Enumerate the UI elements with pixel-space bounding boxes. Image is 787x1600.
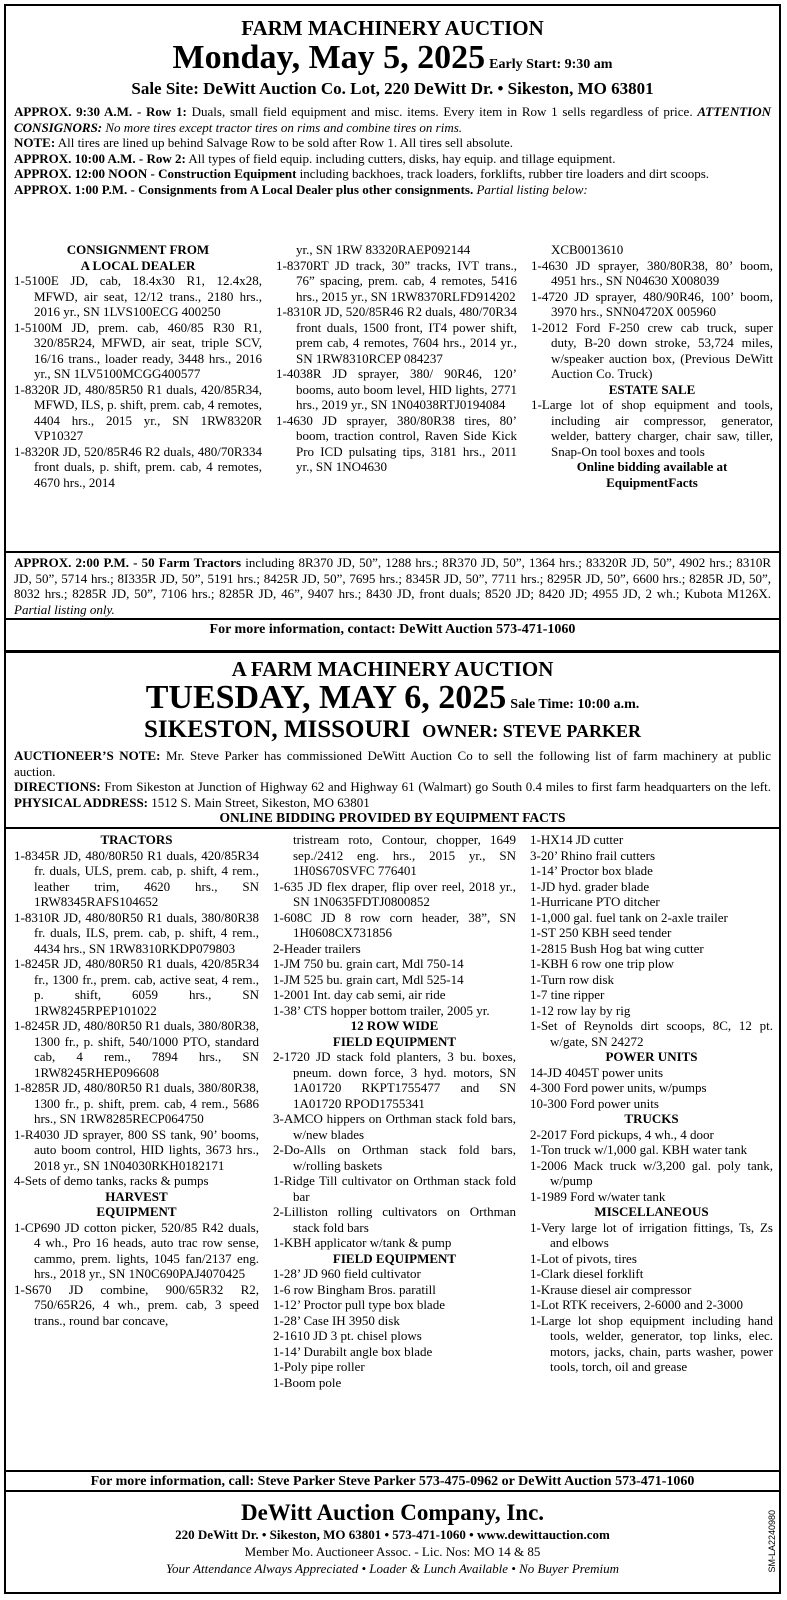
list-item: 1-608C JD 8 row corn header, 38”, SN 1H0608CX731856 (273, 909, 516, 940)
list-item: 4-Sets of demo tanks, racks & pumps (14, 1173, 209, 1188)
ad1-row2-paragraph: APPROX. 10:00 A.M. - Row 2: All types of field equip. including cutters, disks, hay equip. and tillage equipment. (14, 150, 616, 166)
ad1-consignment-heading: CONSIGNMENT FROM (66, 242, 210, 257)
list-item: 1-2012 Ford F-250 crew cab truck, super duty, B-20 down stroke, 53,724 miles, w/speaker auction box, (Previous DeWitt Auction Co. Truck) (531, 319, 773, 381)
list-item: 1-4720 JD sprayer, 480/90R46, 100’ boom, 3970 hrs., SNN04720X 005960 (531, 288, 773, 319)
ad1-schedule (6, 104, 779, 197)
list-item: 1-8320R JD, 520/85R46 R2 duals, 480/70R334 front duals, p. shift, prem. cab, 4 remotes, 4670 hrs., 2014 (14, 443, 262, 490)
ad2-date-line (6, 680, 779, 716)
ad1-column-1 (6, 242, 268, 546)
list-item: 1-HX14 JD cutter (530, 832, 624, 847)
list-item: 1-Clark diesel forklift (530, 1266, 644, 1281)
list-item: 1-38’ CTS hopper bottom trailer, 2005 yr. (273, 1002, 490, 1018)
ad2-contact-bar (6, 1470, 779, 1492)
list-item: 1-8245R JD, 480/80R50 R1 duals, 420/85R34 fr., 1300 fr., prem. cab, active seat, 4 rem., p. shift, 6059 hrs., SN 1RW8245RPEP101022 (14, 956, 259, 1018)
company-footer (6, 1490, 779, 1594)
company-address: 220 DeWitt Dr. • Sikeston, MO 63801 • 573-471-1060 • www.dewittauction.com (175, 1527, 610, 1542)
list-item: 1-Lot of pivots, tires (530, 1250, 637, 1266)
list-item: 1-Very large lot of irrigation fittings, Ts, Zs and elbows (530, 1219, 773, 1250)
list-item: 3-20’ Rhino frail cutters (530, 847, 656, 863)
list-item: 1-2006 Mack truck w/3,200 gal. poly tank, w/pump (530, 1157, 773, 1188)
list-item: 1-5100M JD, prem. cab, 460/85 R30 R1, 320/85R24, MFWD, air seat, triple SCV, 16/16 trans., loader ready, 3448 hrs., 2016 yr., SN 1LV5100MCGG400577 (14, 319, 262, 381)
monday-auction-ad (6, 6, 779, 642)
list-item: 1-JM 750 bu. grain cart, Mdl 750-14 (273, 956, 464, 971)
row-wide-heading: 12 ROW WIDE (350, 1018, 439, 1033)
list-item: 1-8310R JD, 480/80R50 R1 duals, 380/80R38 fr. duals, ILS, prem. cab, p. shift, 4 rem., 4434 hrs., SN 1RW8310RKDP079803 (14, 909, 259, 956)
list-item: 1-8285R JD, 480/80R50 R1 duals, 380/80R38, 1300 fr., p. shift, prem. cab, 4 rem., 5686 hrs., SN 1RW8285RECP064750 (14, 1080, 259, 1126)
list-item: 4-300 Ford power units, w/pumps (530, 1080, 707, 1095)
ad1-contact-bar (6, 618, 779, 640)
list-item: 14-JD 4045T power units (530, 1064, 664, 1080)
ad2-column-1 (6, 832, 265, 1470)
list-item: 1-Turn row disk (530, 971, 615, 987)
list-item: 1-2815 Bush Hog bat wing cutter (530, 940, 704, 956)
ad1-column-2 (268, 242, 523, 546)
ad1-tractors-section (6, 551, 779, 617)
list-item: 1-12’ Proctor pull type box blade (273, 1297, 445, 1312)
harvest-heading-2: EQUIPMENT (96, 1204, 177, 1219)
list-item: 1-Ridge Till cultivator on Orthman stack fold bar (273, 1173, 516, 1204)
list-item: 1-8345R JD, 480/80R50 R1 duals, 420/85R34 fr. duals, ULS, prem. cab, p. shift, 4 rem., leather trim, 4620 hrs., SN 1RW8345RAFS104652 (14, 847, 259, 909)
ad-id: SM-LA2240980 (767, 1510, 777, 1573)
list-item: 2-Lilliston rolling cultivators on Orthman stack fold bars (273, 1204, 516, 1235)
list-item: 1-4630 JD sprayer, 380/80R38 tires, 80’ boom, traction control, Raven Side Kick Pro ICD pulsating tips, 3181 hrs., 2011 yr., SN 1NO4630 (276, 412, 517, 474)
list-item: 1-14’ Proctor box blade (530, 863, 653, 878)
list-item: 1-28’ Case IH 3950 disk (273, 1312, 400, 1328)
list-item: 1-Set of Reynolds dirt scoops, 8C, 12 pt. w/gate, SN 24272 (530, 1018, 773, 1049)
tagline: Your Attendance Always Appreciated • Loader & Lunch Available • No Buyer Premium (166, 1561, 619, 1576)
list-item: 1-8320R JD, 480/85R50 R1 duals, 420/85R34, MFWD, ILS, p. shift, prem. cab, 4 remotes, 4404 hrs., 2015 yr., SN 1RW8320R VP10327 (14, 381, 262, 443)
newspaper-ad-page (4, 4, 781, 1594)
ad2-sale-time: Sale Time: 10:00 a.m. (510, 697, 640, 712)
list-item: 1-1989 Ford w/water tank (530, 1188, 666, 1204)
list-item: 1-5100E JD, cab, 18.4x30 R1, 12.4x28, MFWD, air seat, 12/12 trans., 2180 hrs., 2016 yr., SN 1LVS100ECG 400250 (14, 273, 262, 319)
list-item: 2-1720 JD stack fold planters, 3 bu. boxes, pneum. down force, 3 hyd. motors, SN 1A01720 RKPT1755477 and SN 1A01720 RPOD1755341 (273, 1049, 516, 1111)
ad2-title: A FARM MACHINERY AUCTION (231, 657, 554, 681)
list-item: 1-6 row Bingham Bros. paratill (273, 1281, 436, 1297)
ad2-online-bidding: ONLINE BIDDING PROVIDED BY EQUIPMENT FACTS (219, 810, 566, 825)
ad2-auctioneer-note: AUCTIONEER’S NOTE: Mr. Steve Parker has commissioned DeWitt Auction Co to sell the following list of farm machinery at public auction. (14, 748, 771, 779)
ad1-date-line (6, 40, 779, 76)
ad1-consignments-paragraph: APPROX. 1:00 P.M. - Consignments from A Local Dealer plus other consignments. Partial listing below: (14, 181, 588, 197)
list-item: 10-300 Ford power units (530, 1095, 659, 1111)
ad2-owner: OWNER: STEVE PARKER (422, 721, 641, 741)
list-item: 1-JM 525 bu. grain cart, Mdl 525-14 (273, 971, 464, 987)
list-item: 1-7 tine ripper (530, 987, 605, 1002)
ad1-consignment-heading-2: A LOCAL DEALER (80, 257, 196, 273)
list-item: 1-KBH 6 row one trip plow (530, 956, 675, 971)
ad2-col2-lead: tristream roto, Contour, chopper, 1649 sep./2412 eng. hrs., 2015 yr., SN 1H0S670SVFC 776401 (293, 832, 516, 878)
ad1-col1-list (14, 273, 262, 490)
list-item: 1-Boom pole (273, 1374, 342, 1390)
list-item: 1-KBH applicator w/tank & pump (273, 1235, 452, 1250)
ad1-col2-lead: yr., SN 1RW 83320RAEP092144 (296, 242, 471, 257)
list-item: 3-AMCO hippers on Orthman stack fold bars, w/new blades (273, 1111, 516, 1142)
list-item: 1-R4030 JD sprayer, 800 SS tank, 90’ booms, auto boom control, HID lights, 3673 hrs., 2018 yr., SN 1N04030RKH0182171 (14, 1126, 259, 1173)
ad1-note-paragraph: NOTE: All tires are lined up behind Salvage Row to be sold after Row 1. All tires sell absolute. (14, 135, 513, 150)
ad1-column-3 (523, 242, 779, 546)
online-bidding-note: Online bidding available at EquipmentFacts (576, 459, 728, 490)
list-item: 1-Lot RTK receivers, 2-6000 and 2-3000 (530, 1297, 743, 1312)
list-item: 1-Hurricane PTO ditcher (530, 894, 660, 909)
ad2-location: SIKESTON, MISSOURI (144, 716, 411, 743)
list-item: 1-Large lot of shop equipment and tools, including air compressor, generator, welder, battery charger, chair saw, tiller, Snap-On tool boxes and tools (531, 397, 773, 459)
harvest-heading: HARVEST (105, 1188, 168, 1204)
field-equipment-heading: FIELD EQUIPMENT (332, 1250, 457, 1266)
list-item: 1-4630 JD sprayer, 380/80R38, 80’ boom, 4951 hrs., SN N04630 X008039 (531, 257, 773, 288)
ad2-contact: For more information, call: Steve Parker Steve Parker 573-475-0962 or DeWitt Auction 573-471-1060 (90, 1474, 695, 1489)
list-item: 1-12 row lay by rig (530, 1002, 631, 1018)
ad2-column-3 (522, 832, 779, 1470)
ad2-directions: DIRECTIONS: From Sikeston at Junction of Highway 62 and Highway 61 (Walmart) go South 0.4 miles to first farm headquarters on the left. PHYSICAL ADDRESS: 1512 S. Main Street, Sikeston, MO 63801 (14, 779, 771, 810)
list-item: 1-635 JD flex draper, flip over reel, 2018 yr., SN 1N0635FDTJ0800852 (273, 878, 516, 909)
list-item: 1-CP690 JD cotton picker, 520/85 R42 duals, 4 wh., Pro 16 heads, auto trac row sense, cammo, prem. lights, 1045 fan/2137 eng. hrs., 2018 yr., SN 1N0C690PAJ4070425 (14, 1219, 259, 1281)
list-item: 1-14’ Durabilt angle box blade (273, 1343, 433, 1359)
divider (6, 827, 779, 829)
ad2-column-2 (265, 832, 522, 1470)
ad1-row1-paragraph: APPROX. 9:30 A.M. - Row 1: Duals, small field equipment and misc. items. Every item in Row 1 sells regardless of price. ATTENTION CONSIGNORS: No more tires except tractor tires on rims and combine tires on rims. (14, 104, 771, 135)
list-item: 1-4038R JD sprayer, 380/ 90R46, 120’ booms, auto boom level, HID lights, 2771 hrs., 2019 yr., SN 1N04038RTJ0194084 (276, 366, 517, 412)
ad1-tractors-paragraph: APPROX. 2:00 P.M. - 50 Farm Tractors including 8R370 JD, 50”, 1288 hrs.; 8R370 JD, 50”, 1364 hrs.; 83320R JD, 50”, 4902 hrs.; 8310R JD, 50”, 5714 hrs.; 8I335R JD, 50”, 5191 hrs.; 8425R JD, 50”, 7695 hrs.; 8345R JD, 50”, 7711 hrs.; 8295R JD, 50”, 6600 hrs.; 8285R JD, 50”, 8032 hrs.; 8285R JD, 50”, 7106 hrs.; 8285R JD, 46”, 9407 hrs.; 8430 JD, front duals; 8520 JD; 8420 JD; 4955 JD, 2 wh.; Kubota M126X. Partial listing only. (14, 555, 771, 617)
list-item: 1-1,000 gal. fuel tank on 2-axle trailer (530, 909, 728, 925)
ad1-construction-paragraph: APPROX. 12:00 NOON - Construction Equipment including backhoes, track loaders, forklifts, rubber tire loaders and dirt scoops. (14, 166, 710, 181)
ad1-contact: For more information, contact: DeWitt Auction 573-471-1060 (209, 622, 576, 637)
company-name: DeWitt Auction Company, Inc. (240, 1500, 545, 1525)
list-item: 2-Do-Alls on Orthman stack fold bars, w/rolling baskets (273, 1142, 516, 1173)
estate-sale-heading: ESTATE SALE (608, 381, 696, 397)
list-item: 1-Poly pipe roller (273, 1359, 365, 1374)
list-item: 1-28’ JD 960 field cultivator (273, 1266, 421, 1281)
ad1-sale-site: Sale Site: DeWitt Auction Co. Lot, 220 DeWitt Dr. • Sikeston, MO 63801 (131, 79, 654, 98)
row-wide-heading-2: FIELD EQUIPMENT (332, 1033, 457, 1049)
tractors-heading: TRACTORS (100, 832, 173, 847)
list-item: 1-8310R JD, 520/85R46 R2 duals, 480/70R34 front duals, 1500 front, IT4 power shift, prem cab, 4 remotes, 7604 hrs., 2014 yr., SN 1RW8310RCEP 084237 (276, 304, 517, 366)
trucks-heading: TRUCKS (624, 1111, 679, 1126)
list-item: 2-1610 JD 3 pt. chisel plows (273, 1328, 422, 1343)
ad1-col3-lead: XCB0013610 (551, 242, 624, 257)
miscellaneous-heading: MISCELLANEOUS (594, 1204, 709, 1219)
power-units-heading: POWER UNITS (605, 1049, 698, 1064)
ad1-date: Monday, May 5, 2025 (172, 39, 486, 76)
list-item: 1-8370RT JD track, 30” tracks, IVT trans., 76” spacing, prem. cab, 4 remotes, 5416 hrs., 2015 yr., SN 1RW8370RLFD914202 (276, 257, 517, 304)
ad2-listing-columns (6, 832, 779, 1470)
ad2-date: TUESDAY, MAY 6, 2025 (145, 679, 507, 716)
ad1-listing-columns (6, 242, 779, 546)
list-item: 1-ST 250 KBH seed tender (530, 925, 672, 940)
tuesday-auction-ad (6, 650, 779, 1493)
list-item: 2-2017 Ford pickups, 4 wh., 4 door (530, 1126, 714, 1142)
list-item: 1-Ton truck w/1,000 gal. KBH water tank (530, 1142, 748, 1157)
member-line: Member Mo. Auctioneer Assoc. - Lic. Nos: MO 14 & 85 (244, 1544, 541, 1559)
list-item: 1-Krause diesel air compressor (530, 1281, 692, 1297)
list-item: 1-8245R JD, 480/80R50 R1 duals, 380/80R38, 1300 fr., p. shift, 540/1000 PTO, standard cab, 4 rem., 7894 hrs., SN 1RW8245RHEP096608 (14, 1018, 259, 1080)
list-item: 2-Header trailers (273, 940, 361, 956)
list-item: 1-2001 Int. day cab semi, air ride (273, 987, 446, 1002)
list-item: 1-S670 JD combine, 900/65R32 R2, 750/65R26, 4 wh., prem. cab, 3 speed trans., round bar concave, (14, 1281, 259, 1328)
list-item: 1-Large lot shop equipment including hand tools, welder, generator, top links, elec. motors, jacks, chain, parts washer, power tools, torch, oil and grease (530, 1312, 773, 1374)
ad1-early-start: Early Start: 9:30 am (489, 57, 613, 72)
list-item: 1-JD hyd. grader blade (530, 878, 650, 894)
ad2-location-line (6, 716, 779, 744)
ad1-title: FARM MACHINERY AUCTION (241, 16, 544, 40)
